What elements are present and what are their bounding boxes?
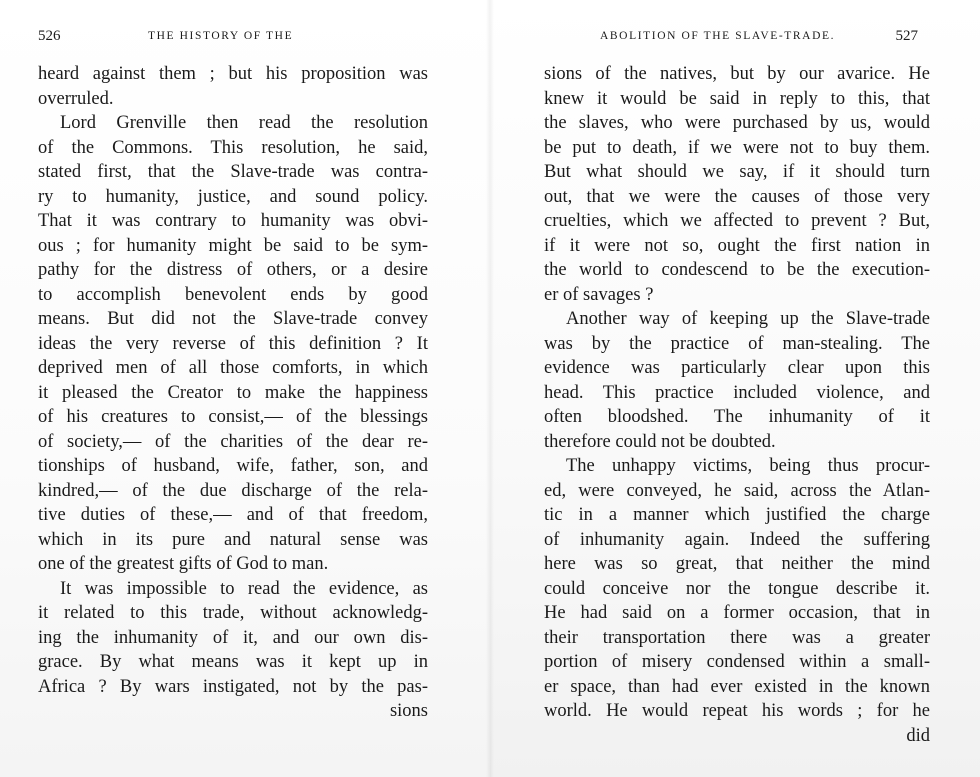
text-line: ous ; for humanity might be said to be sym- <box>38 235 428 256</box>
text-line: means. But did not the Slave-trade convey <box>38 309 428 329</box>
text-line: out, that we were the causes of those very <box>544 186 930 207</box>
text-line: could conceive nor the tongue describe it. <box>544 578 930 599</box>
text-line: world. He would repeat his words ; for he <box>544 701 930 721</box>
text-line: That it was contrary to humanity was obvi- <box>38 211 428 231</box>
text-line: ideas the very reverse of this definition ? It <box>38 333 428 354</box>
text-line: But what should we say, if it should turn <box>544 162 930 182</box>
right-running-head-title: ABOLITION OF THE SLAVE-TRADE. <box>600 30 836 42</box>
right-page <box>490 0 980 777</box>
text-line: pathy for the distress of others, or a desire <box>38 260 428 280</box>
text-line: it related to this trade, without acknowledg- <box>38 603 428 623</box>
book-gutter <box>486 0 494 777</box>
text-line: here was so great, that neither the mind <box>544 554 930 574</box>
text-line: Another way of keeping up the Slave-trade <box>566 309 930 329</box>
text-line: portion of misery condensed within a small- <box>544 652 930 672</box>
text-line: the world to condescend to be the execution- <box>544 260 930 280</box>
text-line: one of the greatest gifts of God to man. <box>38 554 329 574</box>
text-line: ry to humanity, justice, and sound policy. <box>38 186 428 207</box>
text-line: be put to death, if we were not to buy them. <box>544 137 930 158</box>
text-line: ing the inhumanity of it, and our own dis- <box>38 627 428 648</box>
text-line: to accomplish benevolent ends by good <box>38 284 428 305</box>
text-line: er space, than had ever existed in the known <box>544 676 930 697</box>
text-line: cruelties, which we affected to prevent ? But, <box>544 211 930 231</box>
text-line: heard against them ; but his proposition was <box>38 64 428 84</box>
catchword: sions <box>389 701 428 721</box>
left-body-text <box>38 62 428 724</box>
text-line: tive duties of these,— and of that freedom, <box>38 505 428 525</box>
text-line: which in its pure and natural sense was <box>38 529 428 550</box>
text-line: it pleased the Creator to make the happiness <box>38 382 428 403</box>
text-line: deprived men of all those comforts, in which <box>38 358 428 378</box>
text-line: often bloodshed. The inhumanity of it <box>544 407 930 427</box>
text-line: tionships of husband, wife, father, son, and <box>38 456 428 476</box>
text-line: tic in a manner which justified the charge <box>544 505 930 525</box>
text-line: kindred,— of the due discharge of the rela- <box>38 480 428 501</box>
left-page-number: 526 <box>38 28 61 44</box>
text-line: head. This practice included violence, and <box>544 382 930 403</box>
text-line: knew it would be said in reply to this, that <box>544 88 930 109</box>
catchword: did <box>906 725 930 746</box>
text-line: grace. By what means was it kept up in <box>38 652 428 672</box>
right-page-number: 527 <box>895 28 918 44</box>
text-line: therefore could not be doubted. <box>544 431 776 452</box>
text-line: the slaves, who were purchased by us, would <box>544 113 930 133</box>
text-line: sions of the natives, but by our avarice. He <box>544 64 930 84</box>
text-line: was by the practice of man-stealing. The <box>544 333 930 354</box>
text-line: ed, were conveyed, he said, across the Atlan- <box>544 480 930 501</box>
text-line: The unhappy victims, being thus procur- <box>566 456 930 476</box>
text-line: er of savages ? <box>544 284 654 305</box>
text-line: He had said on a former occasion, that in <box>544 603 930 623</box>
text-line: of inhumanity again. Indeed the suffering <box>544 529 930 550</box>
right-running-head <box>600 28 918 50</box>
text-line: stated first, that the Slave-trade was contra- <box>38 162 428 182</box>
text-line: overruled. <box>38 88 114 109</box>
left-running-head <box>38 28 428 50</box>
left-running-head-title: THE HISTORY OF THE <box>148 30 294 42</box>
text-line: of society,— of the charities of the dear re- <box>38 431 428 452</box>
text-line: evidence was particularly clear upon this <box>544 358 930 378</box>
text-line: Africa ? By wars instigated, not by the pas- <box>38 676 428 697</box>
text-line: It was impossible to read the evidence, as <box>60 578 428 599</box>
text-line: of his creatures to consist,— of the blessings <box>38 407 428 427</box>
text-line: their transportation there was a greater <box>544 627 930 648</box>
text-line: if it were not so, ought the first nation in <box>544 235 930 256</box>
text-line: of the Commons. This resolution, he said, <box>38 137 428 158</box>
right-body-text <box>544 62 930 748</box>
text-line: Lord Grenville then read the resolution <box>60 113 428 133</box>
